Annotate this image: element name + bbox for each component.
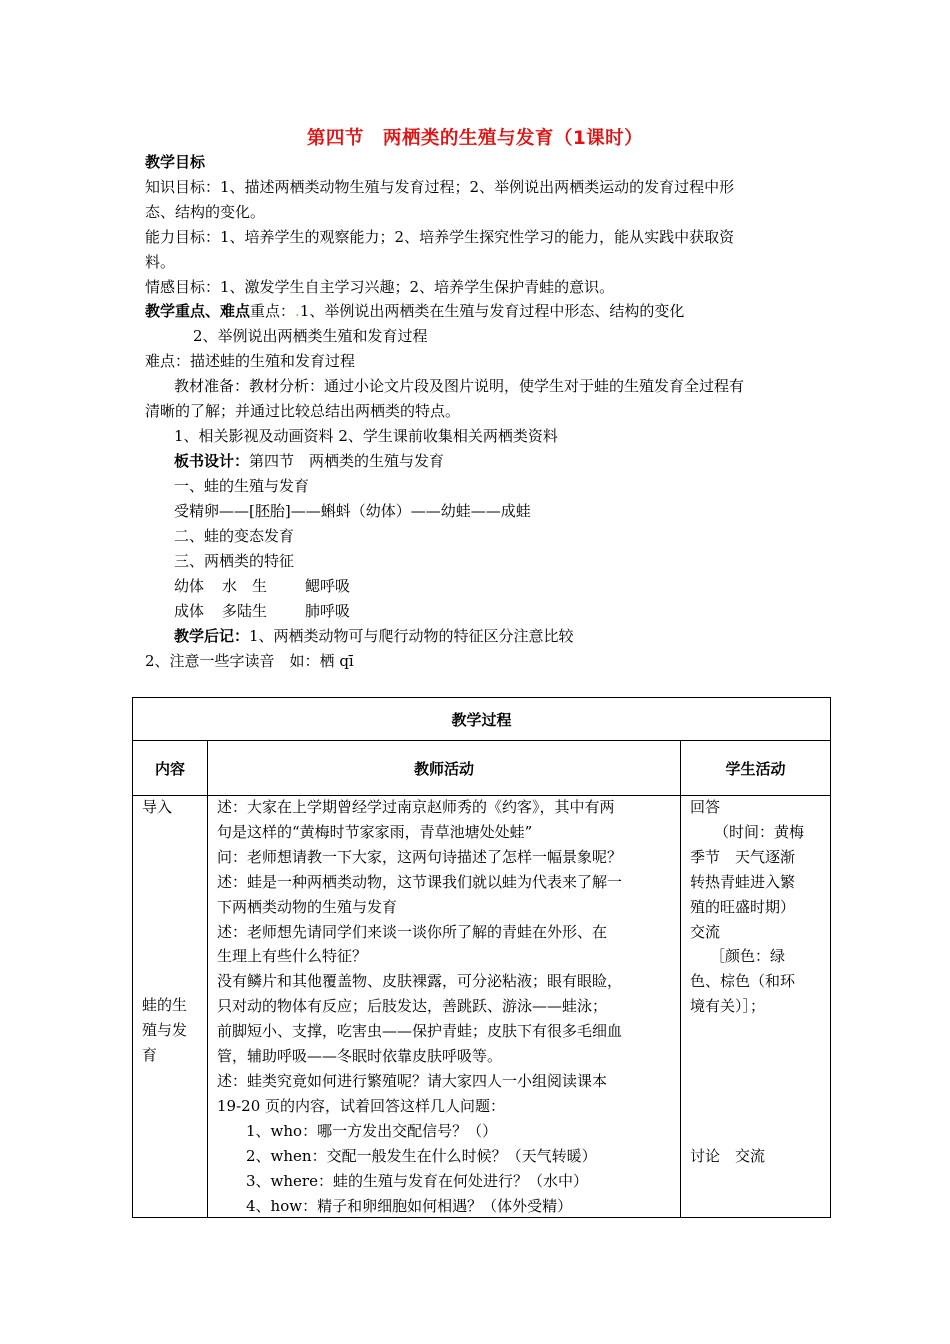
difficulty-line: 难点：描述蛙的生殖和发育过程 — [145, 352, 356, 370]
afterword-heading: 教学后记： — [174, 627, 250, 645]
knowledge-objective-line2: 态、结构的变化。 — [145, 203, 266, 221]
student-line: 转热青蛙进入繁 — [690, 873, 796, 891]
table-header-row — [133, 741, 831, 796]
key-points-heading: 教学重点、难点 — [145, 302, 251, 320]
student-activity-cell — [681, 796, 831, 1218]
board-row-larva-stage: 幼体 — [174, 577, 205, 595]
content-cell — [133, 796, 208, 1218]
teacher-line: 只对动的物体有反应；后肢发达，善跳跃、游泳——蛙泳； — [217, 997, 608, 1015]
board-title: 第四节 两栖类的生殖与发育 — [249, 452, 445, 470]
board-heading: 板书设计： — [174, 452, 250, 470]
afterword-line2: 2、注意一些字读音 如：栖 qī — [145, 652, 354, 670]
header-content: 内容 — [154, 759, 185, 778]
teacher-line: 述：老师想先请同学们来谈一谈你所了解的青蛙在外形、在 — [217, 923, 608, 941]
content-topic-line3: 育 — [142, 1046, 158, 1064]
student-line: （时间：黄梅 — [714, 823, 805, 841]
key-point-1: 1、举例说出两栖类在生殖与发育过程中形态、结构的变化 — [299, 302, 685, 320]
materials-line3: 1、相关影视及动画资料 2、学生课前收集相关两栖类资料 — [174, 427, 558, 445]
knowledge-objective-line1: 知识目标：1、描述两栖类动物生殖与发育过程；2、举例说出两栖类运动的发育过程中形 — [145, 178, 735, 196]
board-section-2: 二、蛙的变态发育 — [174, 527, 295, 545]
board-section-3: 三、两栖类的特征 — [174, 552, 295, 570]
board-section-1: 一、蛙的生殖与发育 — [174, 477, 310, 495]
board-row-larva-breathing: 鳃呼吸 — [305, 577, 351, 595]
board-section-1-detail: 受精卵——[胚胎]——蝌蚪（幼体）——幼蛙——成蛙 — [174, 502, 531, 520]
teacher-line: 生理上有些什么特征？ — [217, 947, 368, 965]
table-title-cell — [133, 698, 831, 741]
key-points-label: 重点： — [250, 302, 296, 320]
objectives-heading: 教学目标 — [145, 153, 206, 171]
table-body-row — [133, 796, 831, 1218]
ability-objective-line1: 能力目标：1、培养学生的观察能力；2、培养学生探究性学习的能力，能从实践中获取资 — [145, 228, 735, 246]
student-line: 境有关）］； — [690, 997, 766, 1015]
question-where: 3、where：蛙的生殖与发育在何处进行？（水中） — [246, 1172, 588, 1190]
teacher-line: 19-20 页的内容，试着回答这样几人问题： — [217, 1097, 506, 1115]
teaching-process-table — [132, 697, 831, 1218]
student-line: 殖的旺盛时期） — [690, 898, 796, 916]
teacher-line: 管，辅助呼吸——冬眠时依靠皮肤呼吸等。 — [217, 1047, 503, 1065]
student-line: 色、棕色（和环 — [690, 972, 796, 990]
teacher-line: 述：蛙类究竟如何进行繁殖呢？请大家四人一小组阅读课本 — [217, 1072, 608, 1090]
materials-line1: 教材准备：教材分析：通过小论文片段及图片说明，使学生对于蛙的生殖发育全过程有 — [174, 377, 745, 395]
key-points-line1 — [145, 301, 684, 321]
board-row-adult-habitat: 多陆生 — [222, 602, 268, 620]
materials-line2: 清晰的了解；并通过比较总结出两栖类的特点。 — [145, 402, 461, 420]
ability-objective-line2: 料。 — [145, 253, 176, 271]
content-intro: 导入 — [142, 798, 173, 816]
student-line: 回答 — [690, 798, 721, 816]
page-title: 第四节 两栖类的生殖与发育（1课时） — [306, 128, 644, 149]
header-student: 学生活动 — [725, 759, 786, 778]
student-line: 季节 天气逐渐 — [690, 848, 796, 866]
afterword-text-1: 1、两栖类动物可与爬行动物的特征区分注意比较 — [249, 627, 574, 645]
header-teacher-cell — [208, 741, 681, 796]
question-how: 4、how：精子和卵细胞如何相遇？（体外受精） — [246, 1197, 573, 1215]
teacher-line: 述：大家在上学期曾经学过南京赵师秀的《约客》，其中有两 — [217, 798, 615, 816]
header-content-cell — [133, 741, 208, 796]
board-row-adult-stage: 成体 — [174, 602, 205, 620]
teacher-line: 下两栖类动物的生殖与发育 — [217, 898, 398, 916]
board-design-line — [174, 451, 444, 471]
question-who: 1、who：哪一方发出交配信号？（） — [246, 1122, 498, 1140]
table-title-row — [133, 698, 831, 741]
header-student-cell — [681, 741, 831, 796]
afterword-line1 — [174, 626, 574, 646]
teacher-activity-cell — [208, 796, 681, 1218]
content-topic-line2: 殖与发 — [142, 1021, 188, 1039]
student-line: ［颜色：绿 — [710, 947, 786, 965]
teacher-line: 问：老师想请教一下大家，这两句诗描述了怎样一幅景象呢？ — [217, 848, 623, 866]
teacher-line: 述：蛙是一种两栖类动物，这节课我们就以蛙为代表来了解一 — [217, 873, 623, 891]
question-when: 2、when：交配一般发生在什么时候？（天气转暖） — [246, 1147, 597, 1165]
student-line: 交流 — [690, 923, 721, 941]
table-title: 教学过程 — [451, 710, 512, 729]
board-row-larva-habitat: 水 生 — [222, 577, 268, 595]
header-teacher: 教师活动 — [413, 759, 474, 778]
content-topic-line1: 蛙的生 — [142, 996, 188, 1014]
mark-dot: . — [295, 302, 300, 320]
key-point-2: 2、举例说出两栖类生殖和发育过程 — [193, 327, 428, 345]
student-discuss: 讨论 交流 — [690, 1147, 766, 1165]
board-row-adult-breathing: 肺呼吸 — [305, 602, 351, 620]
teacher-line: 句是这样的“黄梅时节家家雨，青草池塘处处蛙” — [217, 823, 533, 841]
emotion-objective: 情感目标：1、激发学生自主学习兴趣；2、培养学生保护青蛙的意识。 — [145, 278, 615, 296]
teacher-line: 没有鳞片和其他覆盖物、皮肤裸露，可分泌粘液；眼有眼睑， — [217, 972, 623, 990]
teacher-line: 前脚短小、支撑，吃害虫——保护青蛙；皮肤下有很多毛细血 — [217, 1022, 623, 1040]
